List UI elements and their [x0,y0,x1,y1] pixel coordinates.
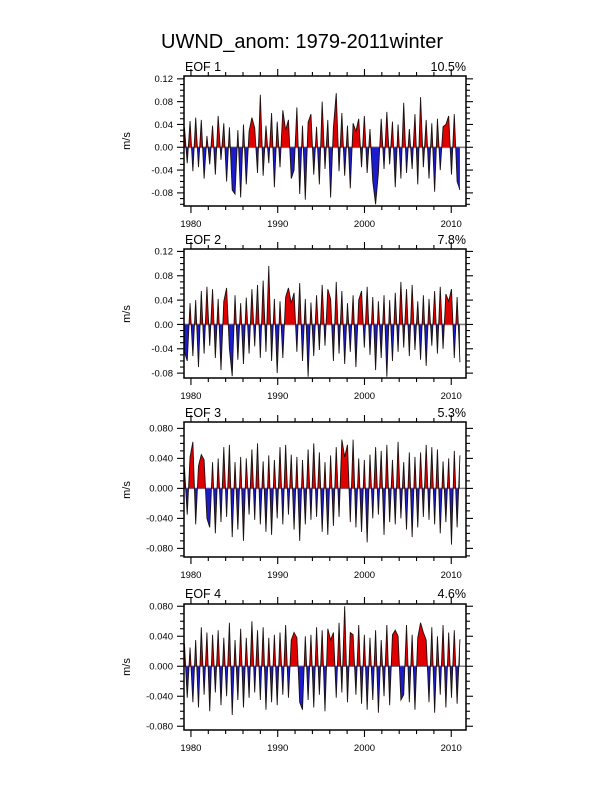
x-tick-label: 2000 [353,391,376,402]
panel-eof1-label: EOF 1 [185,60,222,74]
y-tick-label: 0.080 [149,423,173,435]
panel-eof3-y-axis-title: m/s [121,481,133,499]
y-tick-label: 0.08 [154,97,173,108]
x-tick-label: 2010 [440,743,462,754]
panel-eof3 [121,406,473,581]
y-tick-label: -0.04 [151,165,173,177]
y-tick-label: 0.080 [149,601,173,613]
panel-eof1-y-axis-title: m/s [121,132,133,150]
y-tick-label: 0.00 [154,319,173,331]
panel-eof4-label: EOF 4 [185,587,222,601]
panel-eof3-variance: 5.3% [437,406,466,420]
panel-eof2-y-axis-title: m/s [121,305,133,323]
y-tick-label: -0.040 [146,691,173,703]
x-tick-label: 1990 [267,570,289,581]
x-tick-label: 2010 [440,570,462,581]
panel-eof1 [121,60,473,230]
panel-eof2 [121,233,473,402]
y-tick-label: -0.080 [146,543,173,555]
y-tick-label: 0.040 [149,453,173,465]
y-tick-label: -0.04 [151,344,173,356]
panel-eof4-y-axis-title: m/s [121,658,133,676]
y-tick-label: 0.12 [154,74,173,86]
x-tick-label: 2010 [440,219,462,230]
y-tick-label: -0.080 [146,721,173,733]
y-tick-label: 0.12 [154,246,173,258]
panel-eof4-variance: 4.6% [437,587,466,601]
y-tick-label: -0.08 [151,368,173,380]
plot-frame [184,76,466,206]
x-tick-label: 1980 [180,570,202,581]
panel-eof3-label: EOF 3 [185,406,222,420]
panel-eof3-plot [146,415,473,581]
y-tick-label: 0.000 [149,661,173,673]
panel-eof4 [121,587,473,754]
y-tick-label: 0.04 [154,295,173,307]
x-tick-label: 1990 [267,743,289,754]
x-tick-label: 1990 [267,219,289,230]
x-tick-label: 1980 [180,391,202,402]
series-fill-positive [184,606,460,715]
panel-eof1-variance: 10.5% [430,60,466,74]
figure-title: UWND_anom: 1979-2011winter [161,31,443,53]
y-tick-label: -0.08 [151,188,173,200]
panel-eof4-plot [146,597,473,754]
panel-eof2-label: EOF 2 [185,233,222,247]
y-tick-label: 0.040 [149,631,173,643]
y-tick-label: 0.04 [154,119,173,131]
axis-ticks [177,69,473,213]
x-tick-label: 1990 [267,391,289,402]
x-tick-label: 2000 [353,570,376,581]
panel-eof2-plot [151,242,473,402]
panel-eof1-plot [151,69,473,230]
y-tick-label: 0.08 [154,271,173,283]
y-tick-label: 0.00 [154,142,173,154]
x-tick-label: 1980 [180,219,202,230]
x-tick-label: 1980 [180,743,202,754]
x-tick-label: 2000 [353,219,376,230]
panel-eof2-variance: 7.8% [437,233,466,247]
x-tick-label: 2010 [440,391,462,402]
y-tick-label: -0.040 [146,513,173,525]
x-tick-label: 2000 [353,743,376,754]
y-tick-label: 0.000 [149,483,173,495]
